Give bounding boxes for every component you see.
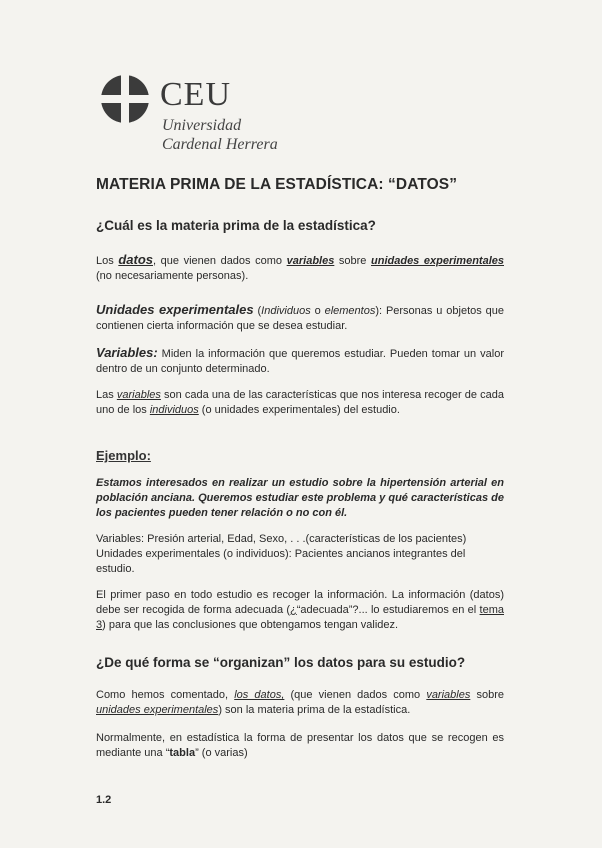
paragraph-unidades-experimentales (96, 302, 504, 334)
text: ( (253, 305, 262, 317)
text: (o unidades experimentales) del estudio. (198, 404, 400, 416)
link-tema-3[interactable]: tema 3 (96, 604, 505, 631)
logo-line2: Cardenal Herrera (162, 136, 278, 153)
paragraph-las-variables (96, 388, 504, 418)
text: Los (96, 255, 119, 267)
text: El primer paso en todo estudio es recoger la información. La información (datos) debe ser recogida de forma adecuada ( (96, 589, 504, 616)
text-question-mark: ¿ (290, 604, 297, 616)
page-number: 1.2 (96, 794, 112, 806)
logo-brand: CEU (160, 76, 231, 113)
paragraph-primer-paso (96, 588, 504, 633)
text: Miden la información que queremos estudiar. Pueden tomar un valor dentro de un conjunto determinado. (96, 348, 504, 375)
term-datos: datos (118, 252, 153, 267)
text: (que vienen dados como (284, 689, 427, 701)
text: ” (o varias) (195, 747, 248, 759)
ceu-logo (100, 72, 300, 152)
term-unidades-experimentales: unidades experimentales (371, 255, 504, 267)
ejemplo-variables-line: Variables: Presión arterial, Edad, Sexo, . . .(características de los pacientes) (96, 533, 467, 545)
ejemplo-unidades-line: Unidades experimentales (o individuos): Pacientes ancianos integrantes del estudio. (96, 548, 466, 575)
section-heading-materia-prima: ¿Cuál es la materia prima de la estadística? (96, 218, 376, 233)
paragraph-datos-intro (96, 252, 504, 284)
term-unidades-experimentales: Unidades experimentales (96, 302, 254, 317)
term-individuos: Individuos (261, 305, 311, 317)
term-variables: variables (286, 255, 335, 267)
text: ): Personas u objetos que contienen cierta información que se desea estudiar. (96, 305, 504, 332)
text: Las (96, 389, 117, 401)
paragraph-como-hemos-comentado (96, 688, 504, 718)
ejemplo-heading: Ejemplo: (96, 448, 151, 463)
text: sobre (334, 255, 372, 267)
paragraph-normalmente (96, 731, 504, 761)
term-variables: variables (426, 689, 471, 701)
text: , que vienen dados como (153, 255, 287, 267)
text: Como hemos comentado, (96, 689, 235, 701)
text: ) para que las conclusiones que obtengamos tengan validez. (102, 619, 399, 631)
section-heading-organizan: ¿De qué forma se “organizan” los datos para su estudio? (96, 655, 466, 670)
ceu-cross-logo-icon (100, 74, 150, 124)
term-unidades-experimentales: unidades experimentales (96, 704, 219, 716)
ejemplo-statement: Estamos interesados en realizar un estudio sobre la hipertensión arterial en población anciana. Queremos estudiar este problema y qué características de los pacientes pueden tener relación o no con él. (96, 477, 504, 519)
term-variables: Variables: (96, 345, 158, 360)
term-individuos: individuos (149, 404, 199, 416)
paragraph-variables-def (96, 345, 504, 377)
text: o (310, 305, 325, 317)
text: sobre (470, 689, 504, 701)
term-elementos: elementos (324, 305, 376, 317)
page-title: MATERIA PRIMA DE LA ESTADÍSTICA: “DATOS” (96, 176, 458, 193)
term-tabla: tabla (169, 747, 196, 759)
term-los-datos: los datos, (234, 689, 285, 701)
text: ) son la materia prima de la estadística. (218, 704, 411, 716)
logo-line1: Universidad (162, 117, 242, 134)
text: “adecuada”?... lo estudiaremos en el (296, 604, 480, 616)
text: son cada una de las características que nos interesa recoger de cada uno de los (96, 389, 504, 416)
logo-university (162, 116, 278, 154)
text: Normalmente, en estadística la forma de presentar los datos que se recogen es mediante una “ (96, 732, 504, 759)
term-variables: variables (116, 389, 161, 401)
text: (no necesariamente personas). (96, 270, 249, 282)
